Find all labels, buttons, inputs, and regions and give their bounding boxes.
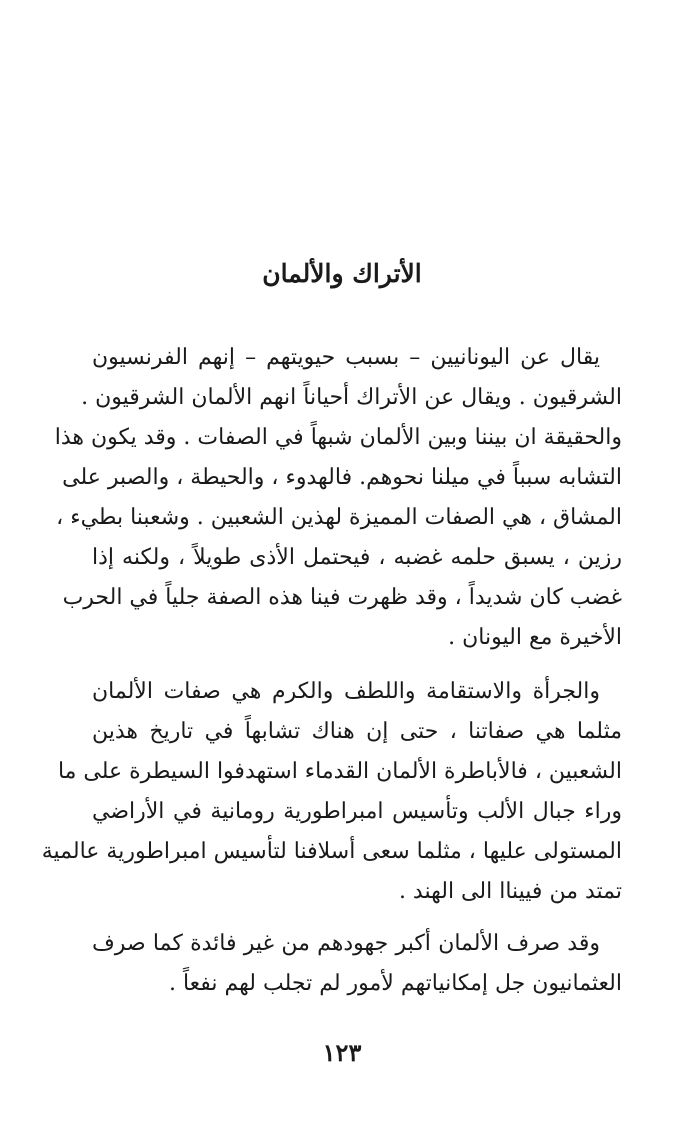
- text-line: وراء جبال الألب وتأسيس امبراطورية رومانية في الأراضي: [92, 799, 622, 824]
- text-line: يقال عن اليونانيين – بسبب حيويتهم – إنهم الفرنسيون: [92, 345, 600, 370]
- text-line: والجرأة والاستقامة واللطف والكرم هي صفات الألمان: [92, 679, 600, 704]
- text-line: الشعبين ، فالأباطرة الألمان القدماء استهدفوا السيطرة على ما: [57, 759, 622, 784]
- page-number: ١٢٣: [322, 1038, 362, 1067]
- paragraph-1: [54, 338, 622, 658]
- text-line: وقد صرف الألمان أكبر جهودهم من غير فائدة كما صرف: [92, 931, 600, 956]
- paragraph-2: [41, 672, 622, 912]
- text-line: العثمانيون جل إمكانياتهم لأمور لم تجلب لهم نفعاً .: [168, 971, 622, 996]
- paragraph-3: [92, 924, 622, 1004]
- text-line: الأخيرة مع اليونان .: [448, 625, 622, 650]
- text-line: المشاق ، هي الصفات المميزة لهذين الشعبين . وشعبنا بطيء ،: [56, 505, 622, 530]
- text-line: والحقيقة ان بيننا وبين الألمان شبهاً في الصفات . وقد يكون هذا: [54, 425, 622, 450]
- text-line: مثلما هي صفاتنا ، حتى إن هناك تشابهاً في تاريخ هذين: [92, 719, 622, 744]
- text-line: غضب كان شديداً ، وقد ظهرت فينا هذه الصفة جلياً في الحرب: [62, 585, 622, 610]
- text-line: التشابه سبباً في ميلنا نحوهم. فالهدوء ، والحيطة ، والصبر على: [62, 465, 622, 490]
- chapter-title: الأتراك والألمان: [262, 259, 422, 288]
- text-line: المستولى عليها ، مثلما سعى أسلافنا لتأسيس امبراطورية عالمية: [41, 839, 622, 864]
- text-line: تمتد من فييناا الى الهند .: [398, 879, 622, 904]
- text-line: الشرقيون . ويقال عن الأتراك أحياناً انهم الألمان الشرقيون .: [81, 385, 622, 410]
- text-line: رزين ، يسبق حلمه غضبه ، فيحتمل الأذى طويلاً ، ولكنه إذا: [92, 545, 622, 570]
